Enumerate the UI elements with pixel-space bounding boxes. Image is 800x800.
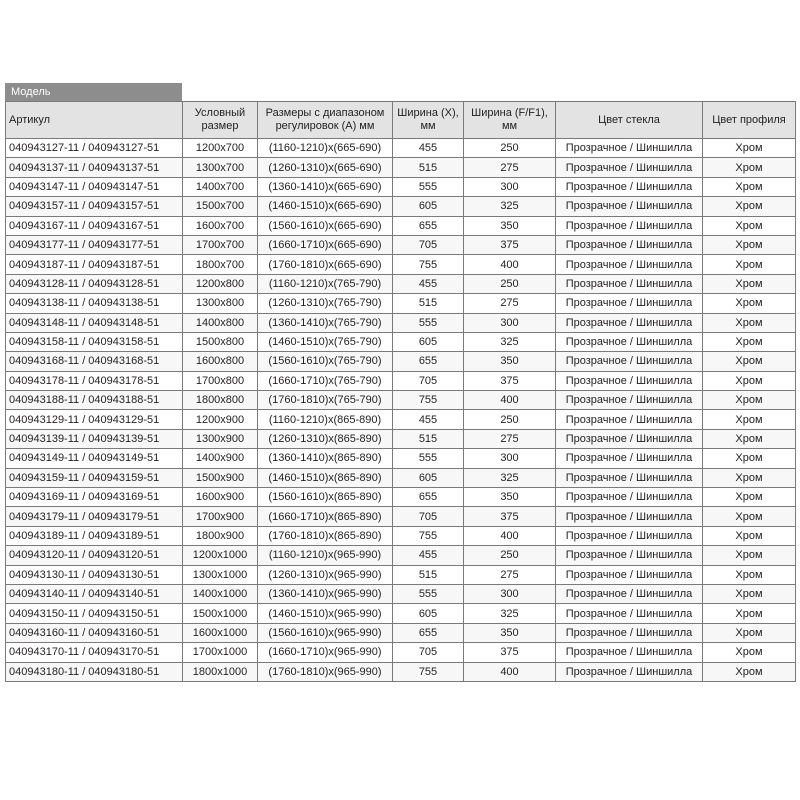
- cell-nominal-size: 1200x1000: [183, 546, 258, 565]
- cell-width-x: 705: [393, 643, 464, 662]
- cell-width-x: 455: [393, 410, 464, 429]
- cell-width-f: 275: [464, 565, 556, 584]
- cell-glass-color: Прозрачное / Шиншилла: [556, 468, 703, 487]
- table-row: [6, 546, 796, 565]
- cell-article: 040943180-11 / 040943180-51: [6, 662, 183, 681]
- cell-dimensions: (1460-1510)x(865-890): [258, 468, 393, 487]
- cell-dimensions: (1160-1210)x(965-990): [258, 546, 393, 565]
- cell-dimensions: (1360-1410)x(965-990): [258, 584, 393, 603]
- cell-nominal-size: 1200x800: [183, 274, 258, 293]
- cell-width-f: 400: [464, 391, 556, 410]
- cell-article: 040943127-11 / 040943127-51: [6, 139, 183, 158]
- cell-profile-color: Хром: [703, 274, 796, 293]
- cell-article: 040943138-11 / 040943138-51: [6, 294, 183, 313]
- cell-article: 040943137-11 / 040943137-51: [6, 158, 183, 177]
- cell-width-x: 515: [393, 429, 464, 448]
- cell-glass-color: Прозрачное / Шиншилла: [556, 313, 703, 332]
- cell-nominal-size: 1600x700: [183, 216, 258, 235]
- cell-nominal-size: 1600x900: [183, 488, 258, 507]
- table-row: [6, 662, 796, 681]
- cell-profile-color: Хром: [703, 449, 796, 468]
- cell-article: 040943147-11 / 040943147-51: [6, 177, 183, 196]
- cell-nominal-size: 1500x800: [183, 332, 258, 351]
- cell-dimensions: (1460-1510)x(765-790): [258, 332, 393, 351]
- header-width-f: Ширина (F/F1), мм: [464, 102, 556, 139]
- cell-width-f: 400: [464, 526, 556, 545]
- cell-profile-color: Хром: [703, 526, 796, 545]
- table-row: [6, 352, 796, 371]
- cell-dimensions: (1460-1510)x(965-990): [258, 604, 393, 623]
- cell-article: 040943170-11 / 040943170-51: [6, 643, 183, 662]
- cell-profile-color: Хром: [703, 197, 796, 216]
- cell-width-x: 455: [393, 274, 464, 293]
- cell-nominal-size: 1500x700: [183, 197, 258, 216]
- cell-profile-color: Хром: [703, 177, 796, 196]
- cell-article: 040943139-11 / 040943139-51: [6, 429, 183, 448]
- cell-width-x: 515: [393, 294, 464, 313]
- cell-nominal-size: 1500x1000: [183, 604, 258, 623]
- cell-glass-color: Прозрачное / Шиншилла: [556, 139, 703, 158]
- cell-width-f: 375: [464, 371, 556, 390]
- cell-glass-color: Прозрачное / Шиншилла: [556, 274, 703, 293]
- cell-width-f: 350: [464, 488, 556, 507]
- cell-article: 040943148-11 / 040943148-51: [6, 313, 183, 332]
- table-row: [6, 565, 796, 584]
- header-article: Артикул: [6, 102, 183, 139]
- table-body: [6, 139, 796, 682]
- header-glass-color: Цвет стекла: [556, 102, 703, 139]
- header-dimensions: Размеры с диапазоном регулировок (А) мм: [258, 102, 393, 139]
- cell-profile-color: Хром: [703, 371, 796, 390]
- cell-width-x: 705: [393, 507, 464, 526]
- cell-glass-color: Прозрачное / Шиншилла: [556, 643, 703, 662]
- cell-nominal-size: 1700x1000: [183, 643, 258, 662]
- cell-glass-color: Прозрачное / Шиншилла: [556, 449, 703, 468]
- cell-width-f: 325: [464, 332, 556, 351]
- cell-dimensions: (1160-1210)x(665-690): [258, 139, 393, 158]
- cell-width-x: 655: [393, 488, 464, 507]
- cell-width-x: 455: [393, 546, 464, 565]
- cell-width-f: 325: [464, 468, 556, 487]
- cell-glass-color: Прозрачное / Шиншилла: [556, 197, 703, 216]
- cell-width-x: 555: [393, 449, 464, 468]
- cell-article: 040943187-11 / 040943187-51: [6, 255, 183, 274]
- cell-profile-color: Хром: [703, 488, 796, 507]
- cell-dimensions: (1360-1410)x(765-790): [258, 313, 393, 332]
- cell-dimensions: (1260-1310)x(765-790): [258, 294, 393, 313]
- spec-table: [5, 101, 796, 682]
- cell-width-x: 705: [393, 235, 464, 254]
- cell-dimensions: (1160-1210)x(765-790): [258, 274, 393, 293]
- cell-dimensions: (1660-1710)x(865-890): [258, 507, 393, 526]
- cell-article: 040943129-11 / 040943129-51: [6, 410, 183, 429]
- cell-glass-color: Прозрачное / Шиншилла: [556, 584, 703, 603]
- cell-width-f: 250: [464, 410, 556, 429]
- cell-glass-color: Прозрачное / Шиншилла: [556, 604, 703, 623]
- cell-width-f: 400: [464, 662, 556, 681]
- cell-nominal-size: 1800x900: [183, 526, 258, 545]
- cell-dimensions: (1260-1310)x(965-990): [258, 565, 393, 584]
- cell-article: 040943130-11 / 040943130-51: [6, 565, 183, 584]
- cell-nominal-size: 1700x700: [183, 235, 258, 254]
- cell-profile-color: Хром: [703, 332, 796, 351]
- cell-profile-color: Хром: [703, 468, 796, 487]
- cell-width-x: 605: [393, 604, 464, 623]
- cell-article: 040943168-11 / 040943168-51: [6, 352, 183, 371]
- table-row: [6, 216, 796, 235]
- cell-dimensions: (1560-1610)x(865-890): [258, 488, 393, 507]
- table-row: [6, 584, 796, 603]
- cell-profile-color: Хром: [703, 352, 796, 371]
- cell-article: 040943169-11 / 040943169-51: [6, 488, 183, 507]
- cell-dimensions: (1660-1710)x(665-690): [258, 235, 393, 254]
- cell-profile-color: Хром: [703, 604, 796, 623]
- cell-profile-color: Хром: [703, 565, 796, 584]
- cell-profile-color: Хром: [703, 255, 796, 274]
- cell-width-x: 655: [393, 216, 464, 235]
- table-row: [6, 623, 796, 642]
- cell-width-x: 755: [393, 391, 464, 410]
- cell-article: 040943128-11 / 040943128-51: [6, 274, 183, 293]
- cell-profile-color: Хром: [703, 643, 796, 662]
- cell-dimensions: (1260-1310)x(665-690): [258, 158, 393, 177]
- cell-glass-color: Прозрачное / Шиншилла: [556, 507, 703, 526]
- table-row: [6, 526, 796, 545]
- cell-article: 040943189-11 / 040943189-51: [6, 526, 183, 545]
- cell-nominal-size: 1800x800: [183, 391, 258, 410]
- cell-profile-color: Хром: [703, 546, 796, 565]
- cell-glass-color: Прозрачное / Шиншилла: [556, 352, 703, 371]
- cell-width-f: 250: [464, 546, 556, 565]
- cell-width-f: 300: [464, 177, 556, 196]
- cell-width-f: 325: [464, 604, 556, 623]
- cell-width-x: 705: [393, 371, 464, 390]
- table-row: [6, 139, 796, 158]
- cell-width-x: 555: [393, 177, 464, 196]
- cell-width-f: 375: [464, 643, 556, 662]
- table-row: [6, 371, 796, 390]
- cell-dimensions: (1160-1210)x(865-890): [258, 410, 393, 429]
- cell-profile-color: Хром: [703, 623, 796, 642]
- table-row: [6, 158, 796, 177]
- cell-glass-color: Прозрачное / Шиншилла: [556, 546, 703, 565]
- table-row: [6, 468, 796, 487]
- header-nominal-size: Условный размер: [183, 102, 258, 139]
- cell-width-f: 300: [464, 584, 556, 603]
- cell-glass-color: Прозрачное / Шиншилла: [556, 255, 703, 274]
- cell-glass-color: Прозрачное / Шиншилла: [556, 526, 703, 545]
- cell-dimensions: (1460-1510)x(665-690): [258, 197, 393, 216]
- table-row: [6, 410, 796, 429]
- cell-profile-color: Хром: [703, 584, 796, 603]
- cell-profile-color: Хром: [703, 429, 796, 448]
- cell-nominal-size: 1500x900: [183, 468, 258, 487]
- cell-article: 040943150-11 / 040943150-51: [6, 604, 183, 623]
- cell-nominal-size: 1300x1000: [183, 565, 258, 584]
- cell-dimensions: (1760-1810)x(965-990): [258, 662, 393, 681]
- cell-article: 040943177-11 / 040943177-51: [6, 235, 183, 254]
- cell-width-f: 275: [464, 158, 556, 177]
- cell-article: 040943140-11 / 040943140-51: [6, 584, 183, 603]
- cell-width-f: 250: [464, 139, 556, 158]
- cell-nominal-size: 1600x1000: [183, 623, 258, 642]
- table-row: [6, 177, 796, 196]
- cell-article: 040943167-11 / 040943167-51: [6, 216, 183, 235]
- cell-glass-color: Прозрачное / Шиншилла: [556, 565, 703, 584]
- cell-glass-color: Прозрачное / Шиншилла: [556, 488, 703, 507]
- cell-width-f: 400: [464, 255, 556, 274]
- header-profile-color: Цвет профиля: [703, 102, 796, 139]
- cell-profile-color: Хром: [703, 294, 796, 313]
- cell-width-x: 755: [393, 526, 464, 545]
- cell-width-f: 350: [464, 623, 556, 642]
- cell-article: 040943188-11 / 040943188-51: [6, 391, 183, 410]
- table-row: [6, 332, 796, 351]
- cell-glass-color: Прозрачное / Шиншилла: [556, 410, 703, 429]
- cell-dimensions: (1560-1610)x(765-790): [258, 352, 393, 371]
- cell-dimensions: (1760-1810)x(865-890): [258, 526, 393, 545]
- cell-width-x: 605: [393, 197, 464, 216]
- cell-nominal-size: 1400x800: [183, 313, 258, 332]
- cell-width-x: 555: [393, 313, 464, 332]
- cell-glass-color: Прозрачное / Шиншилла: [556, 623, 703, 642]
- model-tab-label: Модель: [5, 83, 182, 101]
- cell-nominal-size: 1400x900: [183, 449, 258, 468]
- cell-width-x: 755: [393, 255, 464, 274]
- cell-width-x: 515: [393, 158, 464, 177]
- cell-width-x: 605: [393, 332, 464, 351]
- cell-article: 040943157-11 / 040943157-51: [6, 197, 183, 216]
- cell-dimensions: (1760-1810)x(765-790): [258, 391, 393, 410]
- cell-width-f: 350: [464, 352, 556, 371]
- table-row: [6, 235, 796, 254]
- table-row: [6, 449, 796, 468]
- cell-width-f: 300: [464, 313, 556, 332]
- cell-dimensions: (1560-1610)x(665-690): [258, 216, 393, 235]
- cell-profile-color: Хром: [703, 158, 796, 177]
- cell-article: 040943160-11 / 040943160-51: [6, 623, 183, 642]
- cell-profile-color: Хром: [703, 507, 796, 526]
- cell-nominal-size: 1300x700: [183, 158, 258, 177]
- cell-width-f: 325: [464, 197, 556, 216]
- cell-width-x: 455: [393, 139, 464, 158]
- table-row: [6, 274, 796, 293]
- cell-dimensions: (1560-1610)x(965-990): [258, 623, 393, 642]
- cell-glass-color: Прозрачное / Шиншилла: [556, 371, 703, 390]
- cell-glass-color: Прозрачное / Шиншилла: [556, 158, 703, 177]
- cell-glass-color: Прозрачное / Шиншилла: [556, 662, 703, 681]
- cell-profile-color: Хром: [703, 139, 796, 158]
- cell-width-x: 655: [393, 623, 464, 642]
- cell-dimensions: (1660-1710)x(765-790): [258, 371, 393, 390]
- cell-width-x: 555: [393, 584, 464, 603]
- cell-dimensions: (1360-1410)x(665-690): [258, 177, 393, 196]
- cell-dimensions: (1760-1810)x(665-690): [258, 255, 393, 274]
- cell-width-x: 515: [393, 565, 464, 584]
- cell-width-x: 655: [393, 352, 464, 371]
- cell-nominal-size: 1200x700: [183, 139, 258, 158]
- cell-article: 040943178-11 / 040943178-51: [6, 371, 183, 390]
- cell-glass-color: Прозрачное / Шиншилла: [556, 332, 703, 351]
- cell-nominal-size: 1300x800: [183, 294, 258, 313]
- table-row: [6, 507, 796, 526]
- cell-width-f: 275: [464, 294, 556, 313]
- cell-dimensions: (1660-1710)x(965-990): [258, 643, 393, 662]
- cell-width-f: 250: [464, 274, 556, 293]
- cell-article: 040943120-11 / 040943120-51: [6, 546, 183, 565]
- cell-glass-color: Прозрачное / Шиншилла: [556, 235, 703, 254]
- cell-width-x: 755: [393, 662, 464, 681]
- cell-nominal-size: 1600x800: [183, 352, 258, 371]
- cell-nominal-size: 1400x700: [183, 177, 258, 196]
- cell-dimensions: (1260-1310)x(865-890): [258, 429, 393, 448]
- cell-nominal-size: 1400x1000: [183, 584, 258, 603]
- table-row: [6, 604, 796, 623]
- cell-profile-color: Хром: [703, 391, 796, 410]
- table-header-row: [6, 102, 796, 139]
- cell-profile-color: Хром: [703, 313, 796, 332]
- table-row: [6, 197, 796, 216]
- cell-glass-color: Прозрачное / Шиншилла: [556, 294, 703, 313]
- cell-article: 040943159-11 / 040943159-51: [6, 468, 183, 487]
- cell-profile-color: Хром: [703, 662, 796, 681]
- cell-nominal-size: 1300x900: [183, 429, 258, 448]
- table-row: [6, 313, 796, 332]
- cell-width-f: 375: [464, 235, 556, 254]
- cell-glass-color: Прозрачное / Шиншилла: [556, 391, 703, 410]
- cell-article: 040943149-11 / 040943149-51: [6, 449, 183, 468]
- cell-article: 040943158-11 / 040943158-51: [6, 332, 183, 351]
- cell-nominal-size: 1800x700: [183, 255, 258, 274]
- cell-glass-color: Прозрачное / Шиншилла: [556, 177, 703, 196]
- table-row: [6, 488, 796, 507]
- cell-profile-color: Хром: [703, 216, 796, 235]
- cell-nominal-size: 1700x800: [183, 371, 258, 390]
- cell-width-f: 275: [464, 429, 556, 448]
- cell-width-x: 605: [393, 468, 464, 487]
- cell-glass-color: Прозрачное / Шиншилла: [556, 429, 703, 448]
- cell-width-f: 375: [464, 507, 556, 526]
- table-row: [6, 391, 796, 410]
- cell-profile-color: Хром: [703, 235, 796, 254]
- cell-dimensions: (1360-1410)x(865-890): [258, 449, 393, 468]
- cell-width-f: 350: [464, 216, 556, 235]
- table-row: [6, 643, 796, 662]
- cell-nominal-size: 1700x900: [183, 507, 258, 526]
- cell-profile-color: Хром: [703, 410, 796, 429]
- spec-table-container: [5, 83, 795, 682]
- table-row: [6, 294, 796, 313]
- cell-nominal-size: 1200x900: [183, 410, 258, 429]
- cell-glass-color: Прозрачное / Шиншилла: [556, 216, 703, 235]
- table-row: [6, 255, 796, 274]
- header-width-x: Ширина (X), мм: [393, 102, 464, 139]
- cell-width-f: 300: [464, 449, 556, 468]
- cell-nominal-size: 1800x1000: [183, 662, 258, 681]
- cell-article: 040943179-11 / 040943179-51: [6, 507, 183, 526]
- table-row: [6, 429, 796, 448]
